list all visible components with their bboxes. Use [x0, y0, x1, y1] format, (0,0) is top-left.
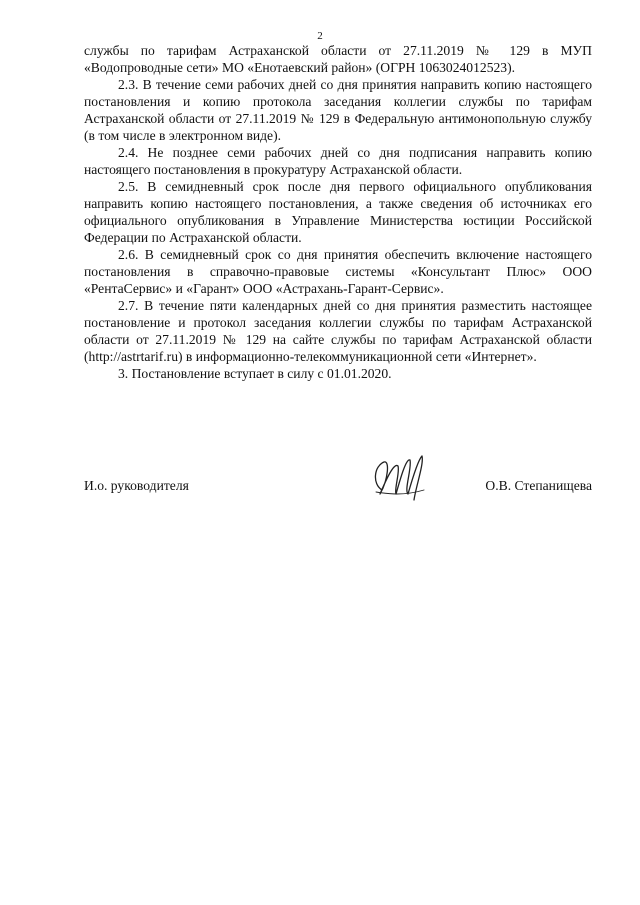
- paragraph-2-4: 2.4. Не позднее семи рабочих дней со дня подписания направить копию настоящего постановления в прокуратуру Астраханской области.: [84, 145, 592, 177]
- signature-block: [84, 478, 592, 518]
- paragraph-continuation: службы по тарифам Астраханской области от 27.11.2019 № 129 в МУП «Водопроводные сети» МО «Енотаевский район» (ОГРН 1063024012523).: [84, 43, 592, 75]
- handwritten-signature: [364, 450, 436, 506]
- paragraph-3: 3. Постановление вступает в силу с 01.01.2020.: [118, 366, 392, 381]
- paragraph-2-7: 2.7. В течение пяти календарных дней со дня принятия разместить настоящее постановление и протокол заседания коллегии службы по тарифам Астраханской области от 27.11.2019 № 129 на сайте службы по тарифам Астраханской области (http://astrtarif.ru) в информационно-телекоммуникационной сети «Интернет».: [84, 298, 592, 364]
- page-number: 2: [317, 30, 323, 42]
- signatory-name: О.В. Степанищева: [485, 478, 592, 493]
- paragraph-2-3: 2.3. В течение семи рабочих дней со дня принятия направить копию настоящего постановления и копию протокола заседания коллегии службы по тарифам Астраханской области от 27.11.2019 № 129 в Федеральную антимонопольную службу (в том числе в электронном виде).: [84, 77, 592, 143]
- signatory-title: И.о. руководителя: [84, 478, 189, 493]
- paragraph-2-5: 2.5. В семидневный срок после дня первого официального опубликования направить копию настоящего постановления, а также сведения об источниках его официального опубликования в Управление Министерства юстиции Российской Федерации по Астраханской области.: [84, 179, 592, 245]
- document-body: [84, 42, 592, 382]
- paragraph-2-6: 2.6. В семидневный срок со дня принятия обеспечить включение настоящего постановления в справочно-правовые системы «Консультант Плюс» ООО «РентаСервис» и «Гарант» ООО «Астрахань-Гарант-Сервис».: [84, 247, 592, 296]
